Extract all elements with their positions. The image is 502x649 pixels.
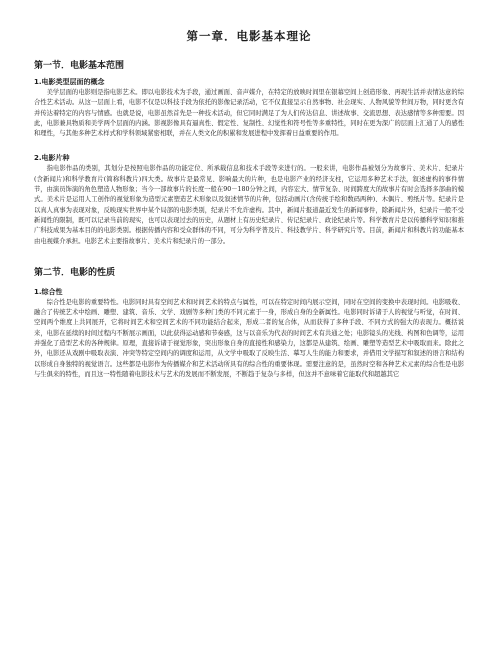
chapter-title: 第一章．电影基本理论 — [186, 29, 312, 43]
section-title: 第二节．电影的性质 — [34, 267, 116, 278]
subsection-comprehensiveness — [34, 287, 464, 380]
section-title: 第一节．电影基本范围 — [34, 61, 125, 71]
subsection-title: 1.电影类型层面的概念 — [34, 78, 105, 86]
subsection-title: 1.综合性 — [34, 287, 63, 296]
section-basic-scope — [34, 58, 464, 247]
subsection-title: 2.电影片种 — [34, 154, 70, 163]
paragraph: 美学层面的电影则是指电影艺术。即以电影技术为手段，通过画面、音声媒介，在特定的放映时间里在银幕空间上创造形象、再现生活并表情达意的综合性艺术活动。从这一层面上看，电影不仅是以科技手段为依托的影像记录活动，它不仅直接呈示自然事物、社会现实、人物风貌等世间万物，同时更含有并传达着特定的内容与情感。也就是说，电影虽然首先是一种技术活动，但它同时满足了为人们传达信息、讲述故事、交流思想、表达感情等多种需要。因此，电影兼具物质和美学两个层面的内涵。影视影像具有逼真性、假定性、复制性、幻觉性和符号性等多重特性，同时在更为深广的层面上汇通了人的感性和理性，与其他多种艺术样式和学科领域紧密相联，并在人类文化的积累和发展进程中发挥着日益重要的作用。 — [34, 89, 464, 138]
paragraph: 指电影作品的类别，其划分是按照电影作品的功能定位、所承载信息和技术手段等来进行的。一般来讲，电影作品被划分为故事片、美术片、纪录片(含新闻片)和科学教育片(简称科教片)四大类。故事片是最常见、影响最大的片种，也是电影产业的经济支柱，它运用多种艺术手法，叙述虚构的事件情节，由演员饰演的角色塑造人物形象；当今一部故事片的长度一般在90－180分钟之间，内容宏大、情节复杂、时间跨度大的故事片有时会选择多部曲的模式。美术片是运用人工创作的视觉形象为造型元素塑造艺术形象以及叙述情节的片种，包括动画片(含传统手绘和数码两种)、木偶片、剪纸片等。纪录片是以真人真事为表现对象，反映现实世界中某个局部的电影类别，纪录片不允许虚构。其中，新闻片报道最近发生的新闻事件，除新闻片外，纪录片一般不受新闻性的限制，既可以记录当前的现实，也可以表现过去的历史，从题材上有历史纪录片、传记纪录片、政论纪录片等。科学教育片是以传播科学知识和推广科技成果为基本目的的电影类别。根据传播内容和受众群体的不同，可分为科学普及片、科技教学片、科学研究片等。目前，新闻片和科教片的功能基本由电视媒介承担。电影艺术主要指故事片、美术片和纪录片的一部分。 — [34, 165, 464, 245]
paragraph: 综合性是电影的重要特性。电影同时具有空间艺术和时间艺术的特点与属性，可以在特定时间内展示空间，同时在空间的变换中表现时间。电影吸收、融合了传统艺术中绘画、雕塑、建筑、音乐、文学、戏剧等多种门类的不同元素于一身，形成自身的全新属性。电影同时诉诸于人的视觉与听觉，在时间、空间两个维度上共同展开，它将时间艺术和空间艺术的不同功能结合起来，形成二者的复合体，从而获得了多种手段、不同方式的强大的表现力。概括说来，电影在延续的时间过程内不断展示画面，以此获得运动感和节奏感，这与以音乐为代表的时间艺术有共通之处；电影镜头的光线、构图和色调等，运用并强化了造型艺术的各种规律。原理，直接诉诸于视觉形象，突出形象自身的直接性和感染力，这都是从建筑、绘画、雕塑等造型艺术中吸取而来。除此之外，电影还从戏剧中吸取表演、冲突等特定空间内的调度和运用，从文学中吸取了反映生活、摹写人生的能力和要求，并借用文学描写和叙述的语言和结构以形成自身独特的视觉语言。这些都是电影作为传播媒介和艺术活动所具有的综合性的重要体现。需要注意的是，虽然时空和各种艺术元素的综合性是电影与生俱来的特性，而且这一特性随着电影技术与艺术的发展而不断发展，不断趋于复杂与多样，但这并不意味着它能取代和超越其它 — [34, 298, 464, 378]
section-film-nature — [34, 265, 464, 380]
subsection-film-concept — [34, 77, 464, 139]
subsection-film-genres — [34, 153, 464, 246]
